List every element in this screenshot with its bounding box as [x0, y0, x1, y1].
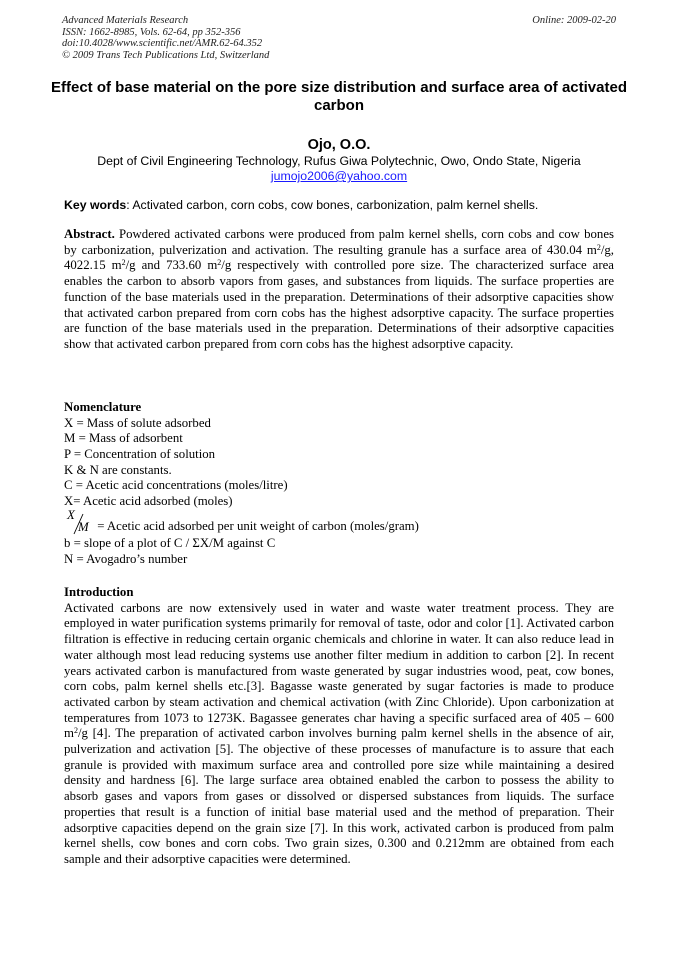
introduction-section	[64, 585, 614, 868]
paper-title: Effect of base material on the pore size distribution and surface area of activated carbon	[51, 79, 627, 114]
nomenclature-fraction-item	[64, 507, 614, 536]
author-name: Ojo, O.O.	[307, 137, 371, 153]
fraction-definition: = Acetic acid adsorbed per unit weight of carbon (moles/gram)	[94, 518, 419, 533]
copyright-line: © 2009 Trans Tech Publications Ltd, Switzerland	[62, 49, 270, 61]
fraction-denominator: M	[78, 519, 89, 534]
keywords-label: Key words	[64, 198, 127, 212]
abstract-label: Abstract.	[64, 227, 115, 241]
fraction-numerator: X	[67, 507, 75, 522]
nomenclature-item: X = Mass of solute adsorbed	[64, 415, 211, 430]
nomenclature-item: P = Concentration of solution	[64, 447, 216, 462]
online-date: Online: 2009-02-20	[532, 15, 616, 26]
superscript: 2	[596, 242, 601, 252]
introduction-text-2: /g [4]. The preparation of activated carbon involves burning palm kernel shells in the absence of air, pulverization and activation [5]. The objective of these processes of manufacture is to assure that each granule is provided with maximum surface area and controlled pore size while maintaining a desired density and hardness [6]. The large surface area obtained enabled the carbon to possess the ability to absorb gases and vapors from gases or dissolved or dispersed substances from liquids. The surface properties that result is a function of initial base material used and the method of preparation. Their adsorptive capacities depend on the grain size [7]. In this work, activated carbon is produced from palm kernel shells, cow bones and corn cobs. Two grain sizes, 0.300 and 0.212mm are obtained from each sample and their adsorptive capacities were determined.	[64, 726, 614, 866]
author-email	[0, 169, 678, 184]
superscript: 2	[73, 726, 78, 736]
journal-name: Advanced Materials Research	[62, 15, 189, 26]
abstract-text-2: /g, 4022.15 m	[64, 242, 614, 273]
nomenclature-heading: Nomenclature	[64, 400, 142, 414]
author-email-link[interactable]: jumojo2006@yahoo.com	[270, 169, 408, 183]
introduction-text-1: Activated carbons are now extensively used in water and waste water treatment process. They are employed in water purification systems primarily for removal of taste, odor and color [1]. Activated carbon filtration is effective in reducing certain organic chemicals and chlorine in water. It can also reduce lead in water although most lead reducing systems use another filter medium in addition to carbon [2]. In recent years activated carbon is manufactured from waste generated by sugar industries wood, peat, cow bones, corn cobs, palm kernel shells etc.[3]. Bagasse waste generated by sugar factories is made to produce activated carbon by steam activation and chemical activation (with Zinc Chloride). Upon carbonization at temperatures from 1073 to 1273K. Bagassee generates char having a specific surfaced area of 405 – 600 m	[64, 600, 614, 741]
abstract-text-3: /g and 733.60 m	[125, 258, 218, 273]
keywords	[64, 198, 624, 213]
fraction-x-over-m	[64, 507, 94, 536]
journal-header	[62, 15, 616, 61]
nomenclature-item: C = Acetic acid concentrations (moles/litre)	[64, 478, 288, 493]
abstract-text-1: Powdered activated carbons were produced from palm kernel shells, corn cobs and cow bones by carbonization, pulverization and activation. The resulting granule has a surface area of 430.04 m	[64, 227, 614, 257]
nomenclature-item: b = slope of a plot of C / ΣX/M against C	[64, 535, 276, 550]
nomenclature-section	[64, 400, 614, 567]
introduction-body	[64, 601, 614, 868]
nomenclature-item: K & N are constants.	[64, 462, 172, 477]
issn-line: ISSN: 1662-8985, Vols. 62-64, pp 352-356	[62, 26, 241, 38]
nomenclature-item: M = Mass of adsorbent	[64, 431, 183, 446]
abstract	[64, 227, 614, 353]
nomenclature-item: X= Acetic acid adsorbed (moles)	[64, 494, 233, 509]
keywords-text: : Activated carbon, corn cobs, cow bones, carbonization, palm kernel shells.	[126, 198, 539, 212]
author-affiliation: Dept of Civil Engineering Technology, Rufus Giwa Polytechnic, Owo, Ondo State, Nigeria	[97, 154, 581, 168]
nomenclature-item: N = Avogadro’s number	[64, 551, 188, 566]
introduction-heading: Introduction	[64, 585, 134, 599]
abstract-text-4: /g respectively with controlled pore size. The characterized surface area enables the carbon to absorb vapors from gases, and substances from liquids. The surface properties are function of the base materials used in the preparation. Determinations of their adsorptive capacities show that activated carbon prepared from corn cobs has the highest adsorptive capacity. The surface properties are function of the base materials used in the preparation. Determinations of their adsorptive capacities show that activated carbon prepared from corn cobs has the highest adsorptive capacity.	[64, 258, 614, 351]
doi-line: doi:10.4028/www.scientific.net/AMR.62-64.352	[62, 38, 263, 49]
superscript: 2	[121, 258, 126, 268]
superscript: 2	[217, 258, 222, 268]
